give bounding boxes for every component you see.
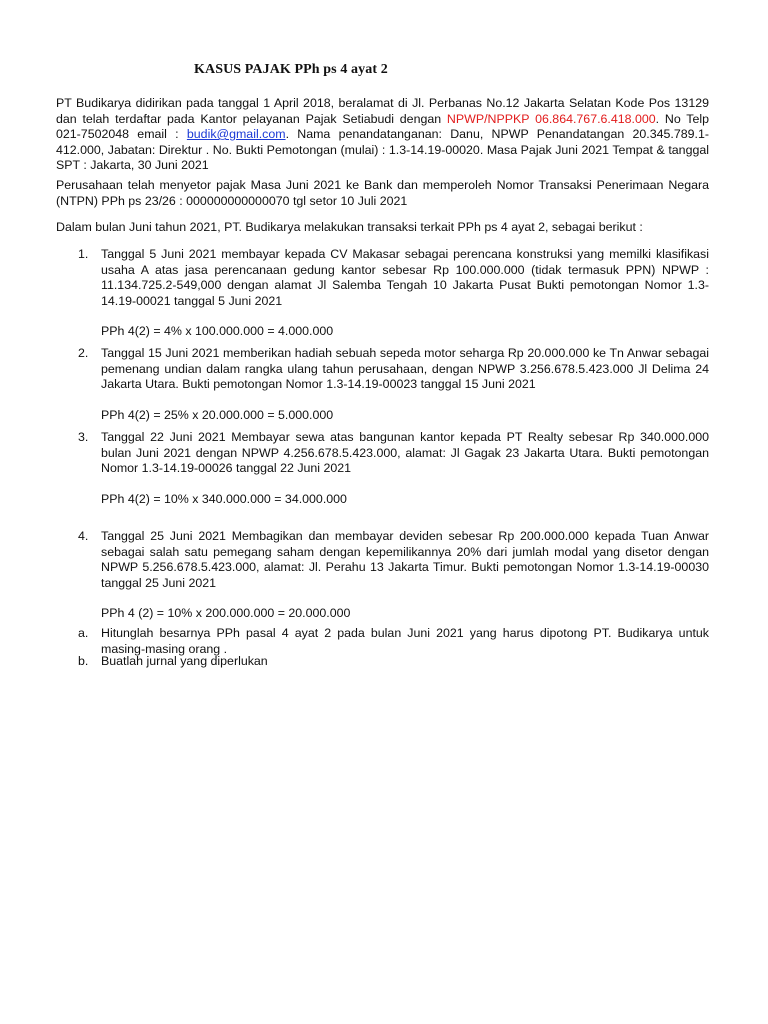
list-item-number: 4.: [78, 529, 89, 543]
question-text: Buatlah jurnal yang diperlukan: [101, 654, 268, 668]
question-letter: a.: [78, 626, 89, 640]
list-item: [56, 529, 709, 622]
intro-text-2: . No Telp 021-7502048 email :: [56, 111, 709, 141]
list-item-calculation: PPh 4(2) = 4% x 100.000.000 = 4.000.000: [101, 324, 334, 338]
question-text: Hitunglah besarnya PPh pasal 4 ayat 2 pada bulan Juni 2021 yang harus dipotong PT. Budikarya untuk masing-masing orang .: [101, 626, 709, 656]
list-item-text: Tanggal 22 Juni 2021 Membayar sewa atas bangunan kantor kepada PT Realty sebesar Rp 340.000.000 bulan Juni 2021 dengan NPWP 4.256.678.5.423.000, alamat: Jl Gagak 23 Jakarta Utara. Bukti pemotongan Nomor 1.3-14.19-00026 tanggal 22 Juni 2021: [101, 430, 709, 475]
list-item-calculation: PPh 4 (2) = 10% x 200.000.000 = 20.000.000: [101, 606, 351, 620]
company-intro-paragraph: [56, 96, 709, 174]
intro-text-3: . Nama penandatanganan: Danu, NPWP Penandatangan 20.345.789.1-412.000, Jabatan: Direktur . No. Bukti Pemotongan (mulai) : 1.3-14.19-00020. Masa Pajak Juni 2021 Tempat & tanggal SPT : Jakarta, 30 Juni 2021: [56, 127, 709, 172]
document-title: KASUS PAJAK PPh ps 4 ayat 2: [194, 62, 388, 77]
lead-in-text: Dalam bulan Juni tahun 2021, PT. Budikarya melakukan transaksi terkait PPh ps 4 ayat 2, sebagai berikut :: [56, 220, 643, 234]
list-item-number: 1.: [78, 247, 89, 261]
question-item: [56, 654, 709, 670]
list-item-text: Tanggal 5 Juni 2021 membayar kepada CV Makasar sebagai perencana konstruksi yang memilki klasifikasi usaha A atas jasa perencanaan gedung kantor sebesar Rp 100.000.000 (tidak termasuk PPN) NPWP : 11.134.725.2-549,000 dengan alamat Jl Salemba Tengah 10 Jakarta Pusat Bukti pemotongan Nomor 1.3-14.19-00021 tanggal 5 Juni 2021: [101, 247, 709, 308]
list-item-text: Tanggal 25 Juni 2021 Membagikan dan membayar deviden sebesar Rp 200.000.000 kepada Tuan Anwar sebagai salah satu pemegang saham dengan kepemilikannya 20% dari jumlah modal yang disetor dengan NPWP 5.256.678.5.423.000, alamat: Jl. Perahu 13 Jakarta Timur. Bukti pemotongan Nomor 1.3-14.19-00030 tanggal 25 Juni 2021: [101, 529, 709, 590]
list-item: [56, 247, 709, 340]
list-item: [56, 430, 709, 507]
email-link[interactable]: budik@gmail.com: [186, 127, 286, 141]
list-item-number: 3.: [78, 430, 89, 444]
list-item-text: Tanggal 15 Juni 2021 memberikan hadiah sebuah sepeda motor seharga Rp 20.000.000 ke Tn Anwar sebagai pemenang undian dalam rangka ulang tahun perusahaan, dengan NPWP 3.256.678.5.423.000 Jl Delima 24 Jakarta Utara. Bukti pemotongan Nomor 1.3-14.19-00023 tanggal 15 Juni 2021: [101, 346, 709, 391]
list-item-calculation: PPh 4(2) = 10% x 340.000.000 = 34.000.000: [101, 491, 347, 506]
question-item: [56, 626, 709, 657]
ntpn-text: Perusahaan telah menyetor pajak Masa Juni 2021 ke Bank dan memperoleh Nomor Transaksi Penerimaan Negara (NTPN) PPh ps 23/26 : 000000000000070 tgl setor 10 Juli 2021: [56, 178, 709, 208]
intro-text-1: PT Budikarya didirikan pada tanggal 1 April 2018, beralamat di Jl. Perbanas No.12 Jakarta Selatan Kode Pos 13129 dan telah terdaftar pada Kantor pelayanan Pajak Setiabudi dengan: [56, 96, 709, 126]
list-item-calculation: PPh 4(2) = 25% x 20.000.000 = 5.000.000: [101, 407, 334, 422]
list-item-number: 2.: [78, 346, 89, 360]
npwp-highlight: NPWP/NPPKP 06.864.767.6.418.000: [446, 111, 656, 126]
ntpn-paragraph: [56, 178, 709, 209]
list-item: [56, 346, 709, 423]
question-letter: b.: [78, 654, 89, 668]
lead-in-paragraph: [56, 220, 709, 236]
